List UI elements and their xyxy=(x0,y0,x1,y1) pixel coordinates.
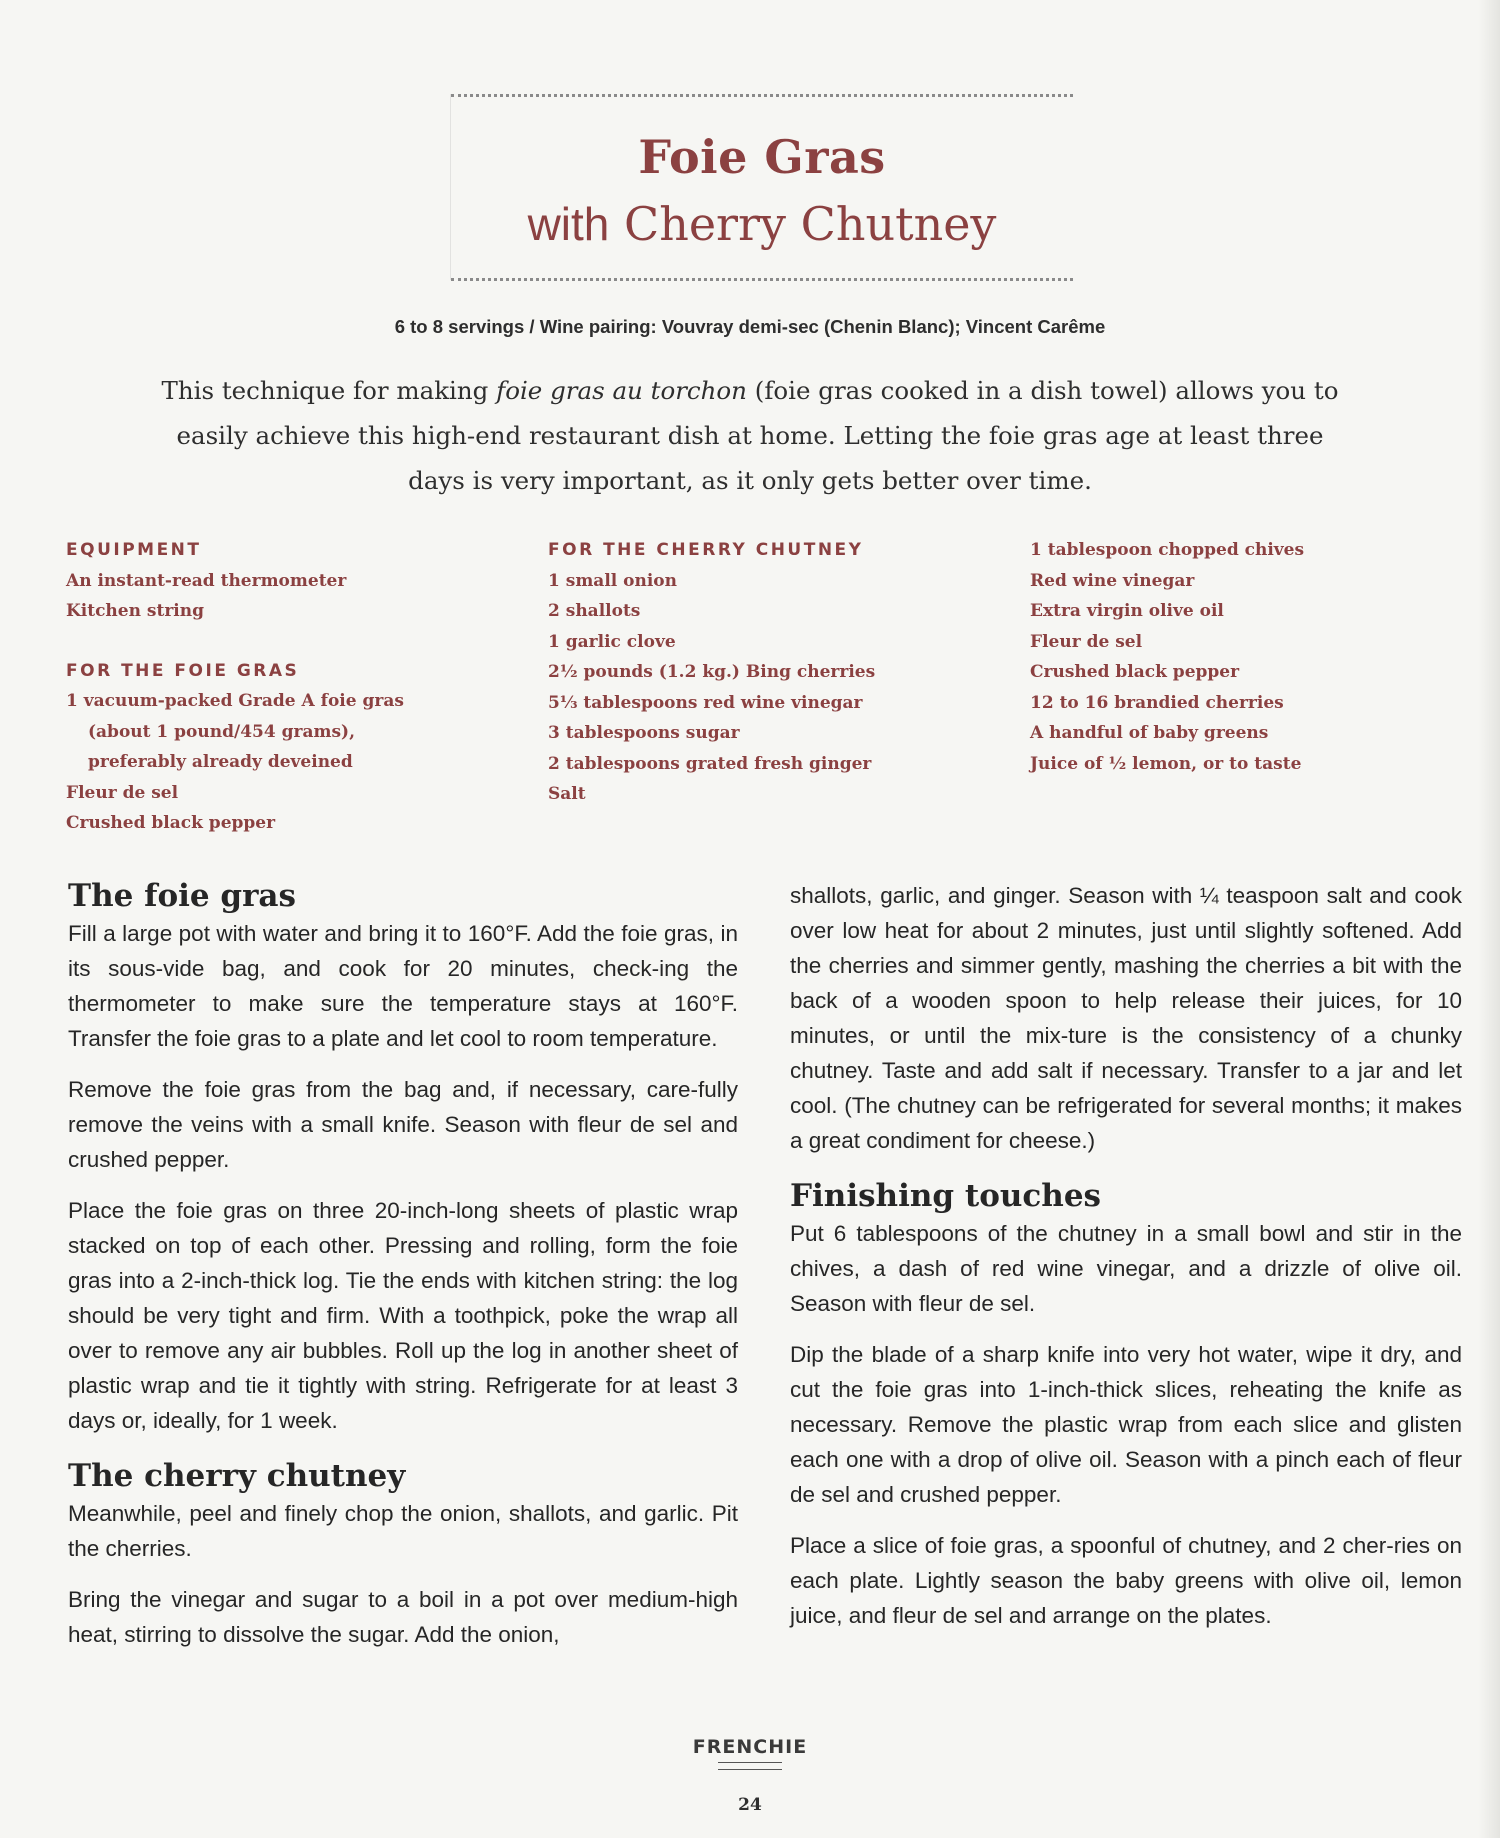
ingredient-item: Fleur de sel xyxy=(66,782,179,803)
ingredient-item: Juice of ½ lemon, or to taste xyxy=(1030,753,1302,774)
equipment-item: Kitchen string xyxy=(66,601,204,621)
logo-ornament-icon xyxy=(718,1762,782,1770)
ingredient-item: 1 vacuum-packed Grade A foie gras xyxy=(66,691,404,711)
method-paragraph: Place the foie gras on three 20-inch-long sheets of plastic wrap stacked on top of each other. Pressing and rolling, form the foie gras into a 2-inch-thick log. Tie the ends with kitchen string: the log should be very tight and firm. With a toothpick, poke the wrap all over to remove any air bubbles. Roll up the log in another sheet of plastic wrap and tie it tightly with string. Refrigerate for at least 3 days or, ideally, for 1 week. xyxy=(68,1198,738,1433)
title-block xyxy=(450,94,1073,280)
intro-text-1: This technique for making xyxy=(161,376,497,405)
method-paragraph: Meanwhile, peel and finely chop the onion, shallots, and garlic. Pit the cherries. xyxy=(68,1501,738,1561)
ingredient-item: 1 garlic clove xyxy=(548,631,676,652)
method-paragraph: Put 6 tablespoons of the chutney in a small bowl and stir in the chives, a dash of red wine vinegar, and a drizzle of olive oil. Season with fleur de sel. xyxy=(790,1221,1462,1316)
equipment-item: An instant-read thermometer xyxy=(66,570,347,591)
ingredient-item: 1 small onion xyxy=(548,570,678,591)
subtitle-with: with xyxy=(527,198,610,250)
chutney-ingredients-heading: FOR THE CHERRY CHUTNEY xyxy=(548,540,864,560)
section-heading-cherry-chutney: The cherry chutney xyxy=(68,1458,406,1494)
recipe-title: Foie Gras xyxy=(638,130,886,184)
method-paragraph: shallots, garlic, and ginger. Season with ¼ teaspoon salt and cook over low heat for about 2 minutes, just until slightly softened. Add the cherries and simmer gently, mashing the cherries a bit with the back of a wooden spoon to help release their juices, for 10 minutes, or until the mix-ture is the consistency of a chunky chutney. Taste and add salt if necessary. Transfer to a jar and let cool. (The chutney can be refrigerated for several months; it makes a great condiment for cheese.) xyxy=(790,883,1462,1153)
servings-wine-pairing: 6 to 8 servings / Wine pairing: Vouvray demi-sec (Chenin Blanc); Vincent Carême xyxy=(394,316,1106,337)
method-column-left xyxy=(68,876,738,1668)
subtitle-rest: Cherry Chutney xyxy=(624,197,997,251)
intro-italic: foie gras au torchon xyxy=(496,376,747,405)
method-paragraph: Bring the vinegar and sugar to a boil in a pot over medium-high heat, stirring to dissolve the sugar. Add the onion, xyxy=(68,1587,738,1647)
ingredient-item: Extra virgin olive oil xyxy=(1030,601,1224,621)
method-column-right xyxy=(790,878,1462,1649)
section-heading-foie-gras: The foie gras xyxy=(68,878,296,914)
ingredient-item: Red wine vinegar xyxy=(1030,570,1195,591)
ingredient-item-continued: (about 1 pound/454 grams), xyxy=(88,721,355,742)
dotted-rule-bottom xyxy=(451,278,1073,281)
ingredient-item: Crushed black pepper xyxy=(66,813,276,833)
ingredient-item: 3 tablespoons sugar xyxy=(548,723,740,743)
ingredients-column-1 xyxy=(66,535,536,839)
ingredient-item: A handful of baby greens xyxy=(1030,723,1269,743)
ingredient-item: 2 shallots xyxy=(548,601,641,621)
method-paragraph: Remove the foie gras from the bag and, if necessary, care-fully remove the veins with a small knife. Season with fleur de sel and crushed pepper. xyxy=(68,1077,738,1172)
ingredient-item: 5⅓ tablespoons red wine vinegar xyxy=(548,692,863,713)
equipment-heading: EQUIPMENT xyxy=(66,540,202,560)
ingredients-column-3 xyxy=(1030,535,1450,779)
ingredient-item: Crushed black pepper xyxy=(1030,662,1240,682)
method-paragraph: Dip the blade of a sharp knife into very hot water, wipe it dry, and cut the foie gras into 1-inch-thick slices, reheating the knife as necessary. Remove the plastic wrap from each slice and glisten each one with a drop of olive oil. Season with a pinch each of fleur de sel and crushed pepper. xyxy=(790,1342,1462,1507)
dotted-rule-top xyxy=(451,94,1073,97)
ingredient-item-continued: preferably already deveined xyxy=(88,752,353,772)
section-heading-finishing: Finishing touches xyxy=(790,1178,1101,1214)
frenchie-logo: FRENCHIE xyxy=(692,1736,808,1758)
ingredient-item: 2 tablespoons grated fresh ginger xyxy=(548,753,872,774)
intro-text-2: (foie gras cooked in a dish towel) allows you to easily achieve this high-end restaurant dish at home. Letting the foie gras age at least three days is very important, as it only gets better over time. xyxy=(176,376,1339,495)
foie-gras-ingredients-heading: FOR THE FOIE GRAS xyxy=(66,660,300,681)
ingredient-item: Fleur de sel xyxy=(1030,631,1143,652)
ingredient-item: 2½ pounds (1.2 kg.) Bing cherries xyxy=(548,662,876,682)
intro-paragraph xyxy=(150,368,1350,503)
method-paragraph: Place a slice of foie gras, a spoonful of chutney, and 2 cher-ries on each plate. Lightly season the baby greens with olive oil, lemon juice, and fleur de sel and arrange on the plates. xyxy=(790,1533,1462,1628)
ingredient-item: Salt xyxy=(548,784,586,804)
method-paragraph: Fill a large pot with water and bring it to 160°F. Add the foie gras, in its sous-vide bag, and cook for 20 minutes, check-ing the thermometer to make sure the temperature stays at 160°F. Transfer the foie gras to a plate and let cool to room temperature. xyxy=(68,921,738,1051)
ingredient-item: 1 tablespoon chopped chives xyxy=(1030,540,1305,560)
recipe-subtitle xyxy=(451,197,1073,251)
page-number: 24 xyxy=(738,1795,762,1815)
ingredients-column-2 xyxy=(548,535,1018,810)
page-edge-shadow xyxy=(1478,0,1500,1838)
ingredient-item: 12 to 16 brandied cherries xyxy=(1030,692,1284,713)
